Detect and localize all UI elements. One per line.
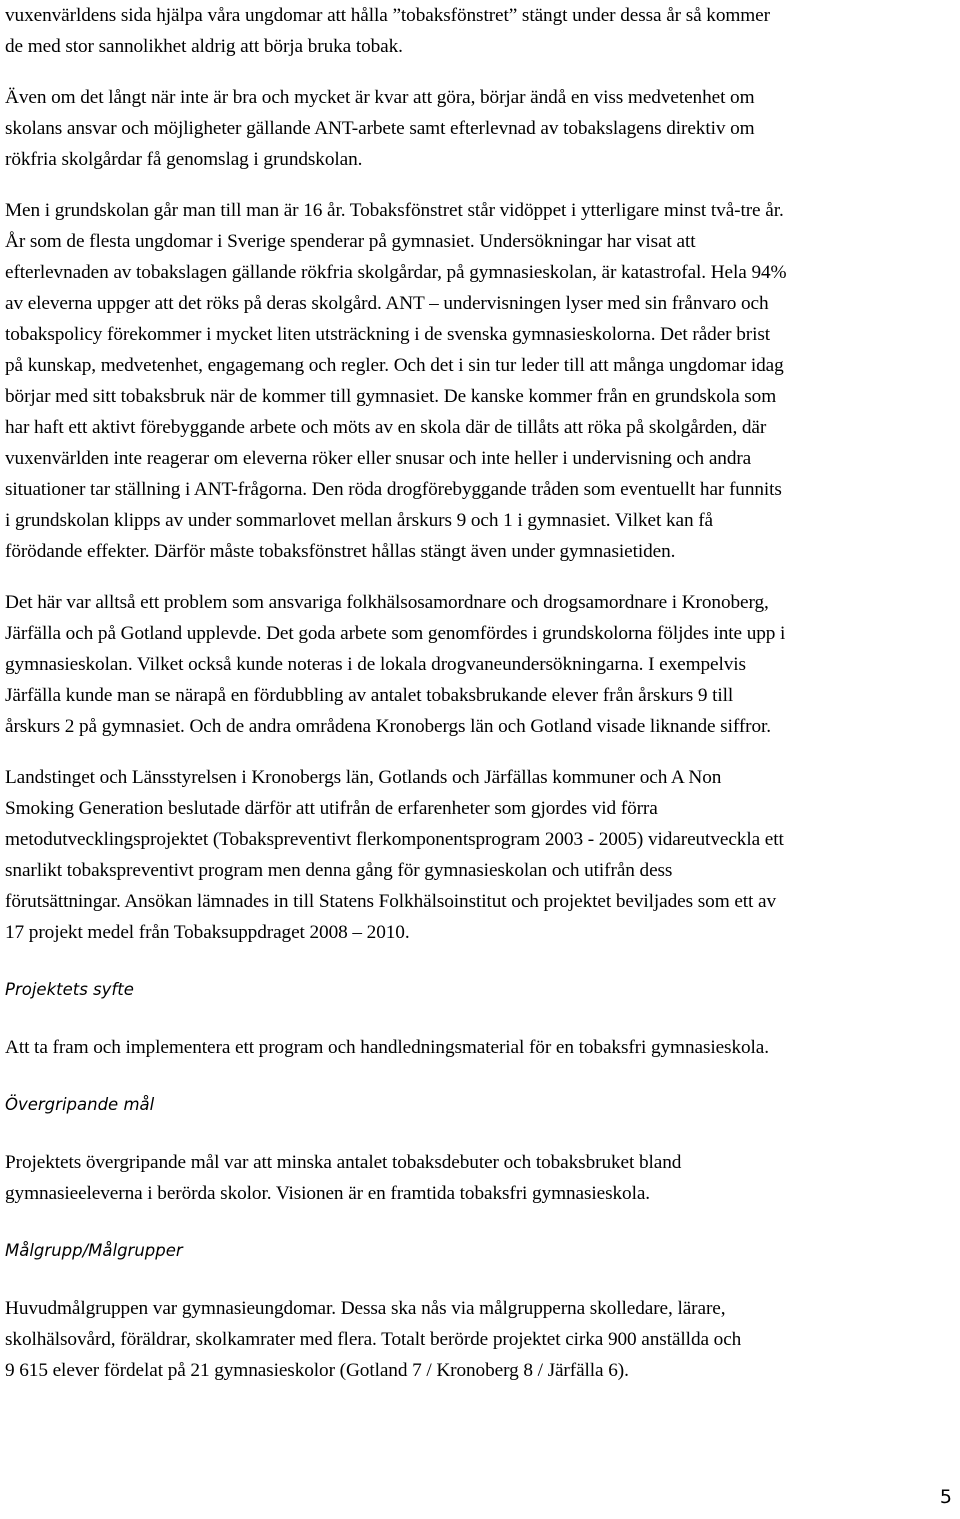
section-paragraph (5, 1147, 955, 1209)
paragraph-project-decision (5, 762, 955, 948)
text-line: rökfria skolgårdar få genomslag i grundskolan. (5, 149, 363, 170)
text-line: Huvudmålgruppen var gymnasieungdomar. Dessa ska nås via målgrupperna skolledare, lärare, (5, 1298, 726, 1319)
text-line: vuxenvärlden inte reagerar om eleverna röker eller snusar och inte heller i undervisning och andra (5, 448, 752, 469)
section-project-purpose (5, 977, 955, 1063)
paragraph-intro-continued (5, 0, 955, 62)
text-line: situationer tar ställning i ANT-frågorna. Den röda drogförebyggande tråden som eventuellt har funnits (5, 479, 782, 500)
text-line: Det här var alltså ett problem som ansvariga folkhälsosamordnare och drogsamordnare i Kronoberg, (5, 592, 769, 613)
text-line: gymnasieskolan. Vilket också kunde noteras i de lokala drogvaneundersökningarna. I exempelvis (5, 654, 746, 675)
text-line: År som de flesta ungdomar i Sverige spenderar på gymnasiet. Undersökningar har visat att (5, 231, 696, 252)
section-paragraph (5, 1032, 955, 1063)
text-line: Projektets övergripande mål var att minska antalet tobaksdebuter och tobaksbruket bland (5, 1152, 682, 1173)
text-line: Även om det långt när inte är bra och mycket är kvar att göra, börjar ändå en viss medvetenhet om (5, 87, 755, 108)
text-line: tobakspolicy förekommer i mycket liten utsträckning i de svenska gymnasieskolorna. Det råder brist (5, 324, 771, 345)
text-line: förödande effekter. Därför måste tobaksfönstret hållas stängt även under gymnasietiden. (5, 541, 676, 562)
text-line: skolhälsovård, föräldrar, skolkamrater med flera. Totalt berörde projektet cirka 900 anställda och (5, 1329, 742, 1350)
text-line: har haft ett aktivt förebyggande arbete och möts av en skola där de tillåts att röka på skolgården, där (5, 417, 767, 438)
text-line: Att ta fram och implementera ett program och handledningsmaterial för en tobaksfri gymnasieskola. (5, 1037, 769, 1058)
text-line: 17 projekt medel från Tobaksuppdraget 2008 – 2010. (5, 922, 410, 943)
text-line: skolans ansvar och möjligheter gällande ANT-arbete samt efterlevnad av tobakslagens direktiv om (5, 118, 755, 139)
text-line: Landstinget och Länsstyrelsen i Kronobergs län, Gotlands och Järfällas kommuner och A Non (5, 767, 722, 788)
section-heading: Målgrupp/Målgrupper (5, 1241, 183, 1260)
text-line: efterlevnaden av tobakslagen gällande rökfria skolgårdar, på gymnasieskolan, är katastrofal. Hela 94% (5, 262, 787, 283)
paragraph-regional-problem (5, 587, 955, 742)
text-line: gymnasieeleverna i berörda skolor. Visionen är en framtida tobaksfri gymnasieskola. (5, 1183, 651, 1204)
section-paragraph (5, 1293, 955, 1386)
section-overall-goal (5, 1092, 955, 1209)
section-heading: Övergripande mål (5, 1095, 155, 1114)
page-number: 5 (939, 1486, 952, 1508)
text-line: metodutvecklingsprojektet (Tobakspreventivt flerkomponentsprogram 2003 - 2005) vidareutveckla ett (5, 829, 784, 850)
text-line: på kunskap, medvetenhet, engagemang och regler. Och det i sin tur leder till att många ungdomar idag (5, 355, 784, 376)
text-line: Men i grundskolan går man till man är 16 år. Tobaksfönstret står vidöppet i ytterligare minst två-tre år. (5, 200, 784, 221)
paragraph-gymnasium-problem (5, 195, 955, 567)
text-line: Smoking Generation beslutade därför att utifrån de erfarenheter som gjordes vid förra (5, 798, 658, 819)
body-text (5, 0, 955, 948)
section-heading: Projektets syfte (5, 980, 134, 999)
text-line: vuxenvärldens sida hjälpa våra ungdomar att hålla ”tobaksfönstret” stängt under dessa år så kommer (5, 5, 770, 26)
text-line: Järfälla kunde man se närapå en fördubbling av antalet tobaksbrukande elever från årskurs 9 till (5, 685, 734, 706)
text-line: i grundskolan klipps av under sommarlovet mellan årskurs 9 och 1 i gymnasiet. Vilket kan få (5, 510, 714, 531)
text-line: börjar med sitt tobaksbruk när de kommer till gymnasiet. De kanske kommer från en grundskola som (5, 386, 777, 407)
text-line: av eleverna uppger att det röks på deras skolgård. ANT – undervisningen lyser med sin frånvaro och (5, 293, 769, 314)
text-line: förutsättningar. Ansökan lämnades in till Statens Folkhälsoinstitut och projektet beviljades som ett av (5, 891, 777, 912)
text-line: 9 615 elever fördelat på 21 gymnasieskolor (Gotland 7 / Kronoberg 8 / Järfälla 6). (5, 1360, 629, 1381)
section-target-groups (5, 1238, 955, 1386)
text-line: årskurs 2 på gymnasiet. Och de andra områdena Kronobergs län och Gotland visade liknande siffror. (5, 716, 771, 737)
text-line: de med stor sannolikhet aldrig att börja bruka tobak. (5, 36, 403, 57)
text-line: Järfälla och på Gotland upplevde. Det goda arbete som genomfördes i grundskolorna följdes inte upp i (5, 623, 786, 644)
text-line: snarlikt tobakspreventivt program men denna gång för gymnasieskolan och utifrån dess (5, 860, 673, 881)
paragraph-awareness (5, 82, 955, 175)
document-page (5, 0, 955, 1386)
